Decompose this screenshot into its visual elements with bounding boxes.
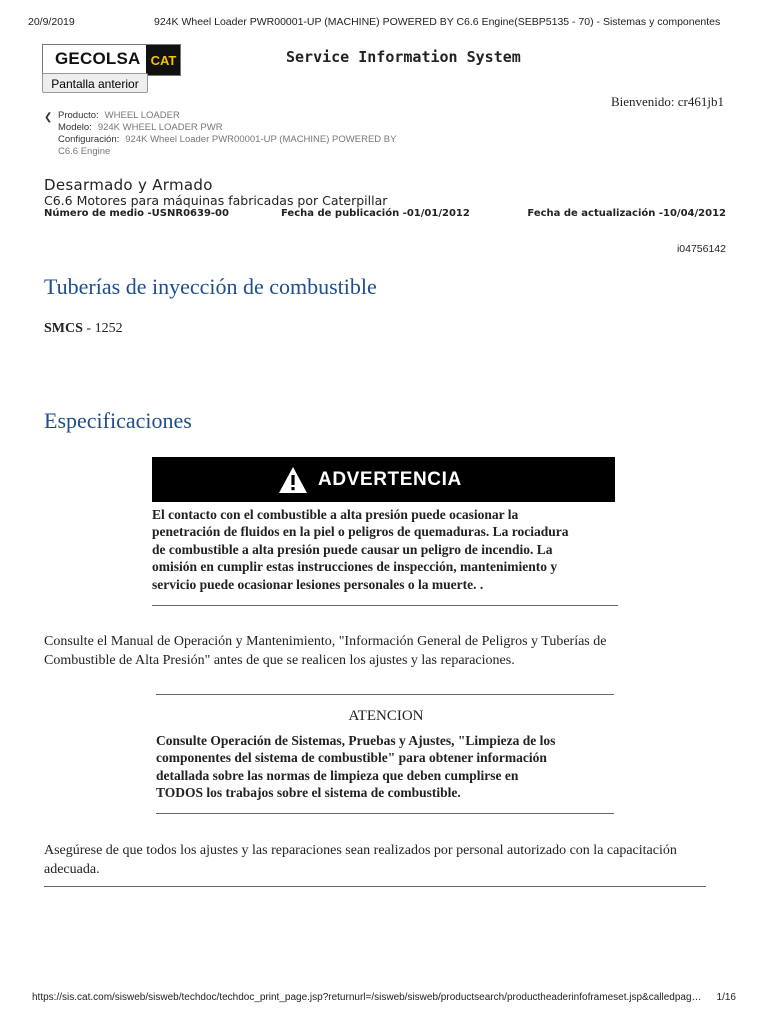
warning-label: ADVERTENCIA [318,468,462,490]
app-title: Service Information System [286,48,521,66]
welcome-text: Bienvenido: cr461jb1 [610,94,724,109]
product-label: Producto: [58,110,99,121]
chevron-left-icon[interactable]: ❮ [44,112,53,123]
warning-line: penetración de fluidos en la piel o peligros de quemaduras. La rociadura [152,524,569,540]
divider [156,694,614,695]
attention-heading: ATENCION [348,708,424,724]
divider [152,605,618,606]
attention-line: TODOS los trabajos sobre el sistema de combustible. [156,785,461,801]
cat-logo-text: CAT [146,45,180,75]
media-number: Número de medio -USNR0639-00 [44,208,229,219]
attention-line: componentes del sistema de combustible" para obtener información [156,750,547,766]
config-label: Configuración: [58,134,120,145]
model-label: Modelo: [58,122,92,133]
model-value: 924K WHEEL LOADER PWR [97,122,223,133]
product-value: WHEEL LOADER [104,110,180,121]
attention-text [156,732,616,802]
warning-line: omisión en cumplir estas instrucciones de inspección, mantenimiento y [152,559,558,575]
engine-subtitle: C6.6 Motores para máquinas fabricadas por Caterpillar [44,193,388,208]
consult-line-2: Combustible de Alta Presión" antes de que se realicen los ajustes y las reparaciones. [44,653,515,668]
warning-text [152,506,622,593]
config-value: 924K Wheel Loader PWR00001-UP (MACHINE) POWERED BY [125,134,397,145]
warning-line: El contacto con el combustible a alta presión puede ocasionar la [152,507,519,522]
specs-heading: Especificaciones [44,408,192,433]
consult-paragraph [44,632,606,670]
config-value-cont: C6.6 Engine [58,146,111,157]
page-title: Tuberías de inyección de combustible [44,274,377,299]
smcs-value: - 1252 [82,321,123,336]
attention-line: Consulte Operación de Sistemas, Pruebas y Ajustes, "Limpieza de los [156,733,556,748]
breadcrumb [44,110,396,158]
final-line-2: adecuada. [44,862,100,877]
smcs-label: SMCS [44,321,83,336]
footer-page: 1/16 [716,992,736,1003]
dealer-logo-text: GECOLSA [43,45,146,75]
footer-url: https://sis.cat.com/sisweb/sisweb/techdoc/techdoc_print_page.jsp?returnurl=/sisweb/sisweb/productsearch/productheaderinfoframeset.jsp&calledpag… [32,992,702,1003]
publication-date: Fecha de publicación -01/01/2012 [281,208,470,219]
smcs-code [44,321,123,337]
final-paragraph [44,841,760,879]
back-button[interactable]: Pantalla anterior [42,73,148,93]
warning-line: de combustible a alta presión puede causar un peligro de incendio. La [152,541,553,557]
consult-line-1: Consulte el Manual de Operación y Mantenimiento, "Información General de Peligros y Tuberías de [44,634,607,649]
gecolsa-cat-logo [42,44,181,76]
document-id: i04756142 [676,243,726,255]
warning-banner [152,457,615,502]
divider [156,813,614,814]
warning-triangle-icon [278,466,308,494]
warning-line: servicio puede ocasionar lesiones personales o la muerte. . [152,576,484,592]
divider [44,886,706,887]
print-title: 924K Wheel Loader PWR00001-UP (MACHINE) POWERED BY C6.6 Engine(SEBP5135 - 70) - Sistemas y componentes [154,16,721,28]
final-line-1: Asegúrese de que todos los ajustes y las reparaciones sean realizados por personal autorizado con la capacitación [44,843,677,858]
section-title: Desarmado y Armado [44,176,213,194]
update-date: Fecha de actualización -10/04/2012 [527,208,726,219]
print-date: 20/9/2019 [28,16,75,28]
attention-line: detallada sobre las normas de limpieza que deben cumplirse en [156,767,519,783]
